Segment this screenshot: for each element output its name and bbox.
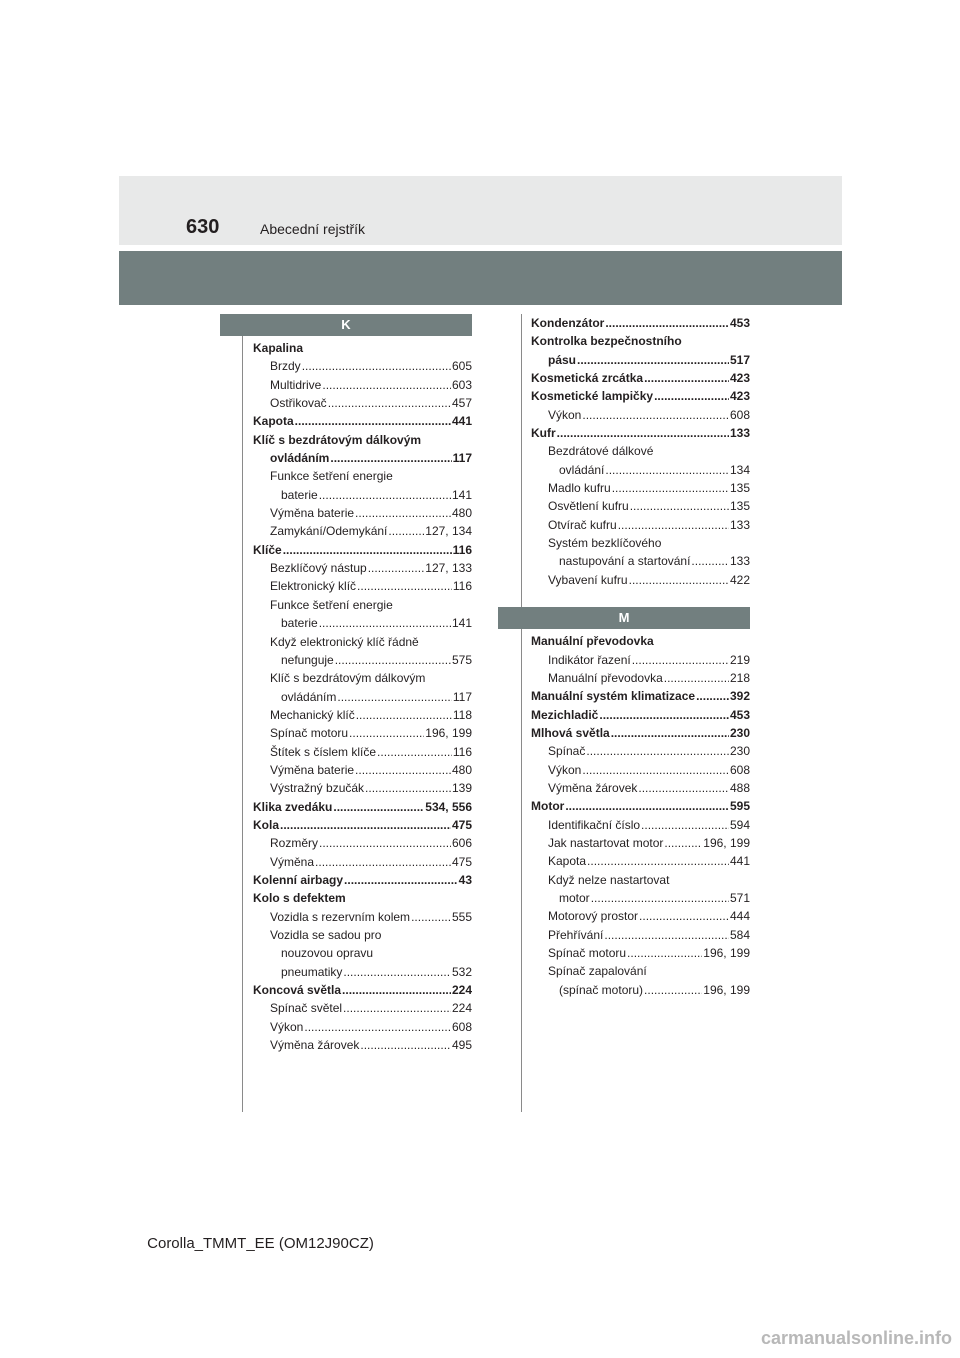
dot-leader [322, 376, 451, 394]
index-entry-page: 134 [729, 462, 750, 477]
index-entry-text: Elektronický klíč [270, 579, 357, 594]
index-entry-page: 423 [729, 371, 750, 386]
dot-leader [368, 559, 425, 577]
index-entry [253, 357, 472, 375]
index-entry [253, 633, 472, 651]
dot-leader [599, 706, 729, 724]
index-entry-page: 441 [451, 414, 472, 429]
index-entry [531, 889, 750, 907]
index-entry-text: Když nelze nastartovat [548, 872, 670, 887]
index-entry-text: Funkce šetření energie [270, 469, 393, 484]
index-entry [253, 412, 472, 430]
index-entry [531, 724, 750, 742]
index-entry-page: 127, 133 [425, 561, 472, 576]
index-entry-page: 584 [729, 927, 750, 942]
dot-leader [644, 369, 729, 387]
index-entry [253, 798, 472, 816]
index-entry-page: 605 [451, 359, 472, 374]
index-entry [253, 816, 472, 834]
index-entry [253, 504, 472, 522]
dot-leader [604, 926, 729, 944]
index-entry-text: Koncová světla [253, 983, 342, 998]
index-entry-text: Vozidla se sadou pro [270, 928, 382, 942]
index-entry-text: Kola [253, 817, 280, 832]
index-entry [253, 376, 472, 394]
index-entry [531, 797, 750, 815]
index-entry [531, 497, 750, 515]
index-entry-page: 196, 199 [703, 835, 750, 850]
page-number: 630 [186, 216, 220, 238]
index-entry-page: 571 [729, 890, 750, 905]
index-entry-page: 133 [729, 517, 750, 532]
index-entry-text: Kolenní airbagy [253, 872, 344, 887]
index-entry [253, 761, 472, 779]
index-entry-text: Identifikační číslo [548, 817, 641, 832]
index-entry-text: Bezklíčový nástup [270, 561, 367, 576]
index-entry [531, 871, 750, 889]
dot-leader [632, 651, 729, 669]
index-entry-text: Motorový prostor [548, 909, 639, 924]
index-entry-text: Spínač [548, 744, 586, 759]
dot-leader [630, 497, 729, 515]
index-entry-text: Bezdrátové dálkové [548, 444, 654, 459]
index-entry [531, 406, 750, 424]
dot-leader [319, 486, 451, 504]
index-entry-page: 608 [451, 1019, 472, 1034]
index-entry [253, 779, 472, 797]
dot-leader [357, 577, 452, 595]
index-entry [531, 632, 750, 650]
index-entry-text: baterie [281, 616, 318, 631]
dot-leader [388, 522, 424, 540]
index-entry-text: Madlo kufru [548, 481, 611, 496]
header-band [119, 176, 842, 245]
index-entry [253, 339, 472, 357]
dot-leader [577, 351, 729, 369]
index-entry-page: 441 [729, 854, 750, 869]
index-entry-text: Spínač zapalování [548, 964, 647, 979]
index-entry-page: 422 [729, 572, 750, 587]
index-entry-page: 453 [729, 316, 750, 330]
index-entry [253, 834, 472, 852]
index-entry [531, 944, 750, 962]
index-entry-page: 457 [451, 396, 472, 411]
index-entry-text: Kosmetické lampičky [531, 389, 654, 404]
dot-leader [315, 853, 451, 871]
index-entry-page: 517 [729, 352, 750, 367]
index-entry-text: motor [559, 890, 590, 905]
index-entry [253, 908, 472, 926]
index-entry-page: 196, 199 [703, 982, 750, 997]
index-entry-page: 603 [451, 377, 472, 392]
dot-leader [344, 871, 458, 889]
index-entry [531, 516, 750, 534]
dot-leader [691, 552, 729, 570]
index-entry-page: 606 [451, 836, 472, 851]
index-entry [253, 853, 472, 871]
index-entry-text: Multidrive [270, 377, 322, 392]
index-entry [253, 651, 472, 669]
index-entry-page: 595 [729, 799, 750, 814]
index-entry-text: Vozidla s rezervním kolem [270, 909, 411, 924]
index-entry [531, 442, 750, 460]
index-entry [253, 1018, 472, 1036]
index-entry-text: Kufr [531, 426, 556, 441]
index-entry-page: 133 [729, 426, 750, 441]
index-entry-text: Osvětlení kufru [548, 499, 629, 514]
index-entry-text: nastupování a startování [559, 554, 691, 569]
dot-leader [696, 687, 729, 705]
index-entry-text: Výměna baterie [270, 762, 355, 777]
index-entry [531, 534, 750, 552]
dot-leader [612, 479, 729, 497]
index-entry-text: pneumatiky [281, 964, 343, 979]
dot-leader [365, 779, 451, 797]
index-entry [253, 669, 472, 687]
index-entry-text: Výstražný bzučák [270, 781, 365, 796]
index-entry [253, 944, 472, 962]
dot-leader [654, 387, 729, 405]
dot-leader [664, 669, 729, 687]
index-entry-text: Když elektronický klíč řádně [270, 634, 419, 649]
index-entry-text: Klíče [253, 542, 282, 557]
index-entry [531, 314, 750, 332]
index-entry-page: 218 [729, 670, 750, 685]
index-entry-text: Výkon [548, 762, 582, 777]
index-entry-page: 135 [729, 481, 750, 496]
dot-leader [333, 798, 424, 816]
index-entry [531, 424, 750, 442]
dot-leader [355, 504, 451, 522]
index-entry [531, 687, 750, 705]
header-dark-band [119, 251, 842, 305]
dot-leader [664, 834, 702, 852]
dot-leader [319, 614, 451, 632]
dot-leader [638, 779, 729, 797]
section-header-k: K [220, 314, 472, 336]
index-entry [253, 577, 472, 595]
index-entry-page: 444 [729, 909, 750, 924]
index-entry [531, 461, 750, 479]
index-entry-text: Mlhová světla [531, 725, 610, 740]
index-entry-page: 392 [729, 689, 750, 704]
index-entry-page: 43 [458, 872, 472, 887]
index-entry [531, 387, 750, 405]
dot-leader [342, 981, 451, 999]
index-entry-page: 141 [451, 616, 472, 631]
index-entry-page: 117 [452, 689, 472, 704]
index-entry-text: nouzovou opravu [281, 946, 374, 961]
index-entry-text: Výměna [270, 854, 315, 869]
index-entry-page: 475 [451, 854, 472, 869]
index-entry [531, 761, 750, 779]
dot-leader [582, 761, 729, 779]
index-entry [531, 552, 750, 570]
dot-leader [644, 981, 702, 999]
dot-leader [335, 651, 451, 669]
index-entry-page: 230 [729, 725, 750, 740]
dot-leader [360, 1036, 451, 1054]
index-entry-text: pásu [548, 352, 577, 367]
index-entry-text: Klíč s bezdrátovým dálkovým [253, 432, 422, 447]
dot-leader [629, 571, 729, 589]
dot-leader [591, 889, 729, 907]
index-entry [253, 486, 472, 504]
index-entry [531, 816, 750, 834]
index-entry-page: 196, 199 [425, 726, 472, 741]
dot-leader [355, 761, 451, 779]
index-entry-text: Vybavení kufru [548, 572, 628, 587]
index-entry-text: Výměna baterie [270, 506, 355, 521]
index-entry-text: Jak nastartovat motor [548, 835, 664, 850]
index-entry-text: Manuální převodovka [531, 634, 654, 649]
index-entry-page: 230 [729, 744, 750, 759]
index-entry [531, 571, 750, 589]
dot-leader [280, 816, 451, 834]
index-entry-page: 608 [729, 762, 750, 777]
index-entry [253, 981, 472, 999]
dot-leader [295, 412, 451, 430]
index-entry [531, 926, 750, 944]
index-entry [253, 467, 472, 485]
index-entry-text: Rozměry [270, 836, 319, 851]
dot-leader [565, 797, 729, 815]
index-entry [253, 596, 472, 614]
index-column-right [498, 314, 750, 999]
index-entry-page: 423 [729, 389, 750, 404]
index-entry-text: Kapota [548, 854, 587, 869]
index-column-left [220, 314, 472, 1054]
index-entries-k-continued [498, 314, 750, 589]
index-entry-page: 480 [451, 762, 472, 777]
index-entry-text: Indikátor řazení [548, 652, 631, 667]
index-entry [531, 651, 750, 669]
index-entry [253, 743, 472, 761]
index-entry-text: Spínač motoru [548, 946, 627, 960]
index-entry-text: Zamykání/Odemykání [270, 524, 388, 539]
index-entry-text: (spínač motoru) [559, 982, 644, 997]
dot-leader [557, 424, 729, 442]
index-entry [531, 706, 750, 724]
index-entry-text: Brzdy [270, 359, 301, 374]
dot-leader [304, 1018, 451, 1036]
index-entry-page: 141 [451, 487, 472, 502]
index-entries-k [220, 339, 472, 1054]
dot-leader [319, 834, 451, 852]
dot-leader [587, 852, 729, 870]
index-entry-page: 495 [451, 1038, 472, 1053]
index-entry [531, 779, 750, 797]
index-entries-m [498, 632, 750, 999]
index-entry-text: Mezichladič [531, 707, 599, 722]
dot-leader [411, 908, 451, 926]
index-entry-text: Kapota [253, 414, 294, 429]
index-entry [253, 724, 472, 742]
index-entry-page: 127, 134 [425, 524, 472, 539]
index-entry-text: ovládání [559, 462, 605, 477]
page-title: Abecední rejstřík [260, 221, 366, 237]
index-entry-text: Kondenzátor [531, 316, 605, 330]
index-entry-text: Přehřívání [548, 927, 604, 942]
index-entry-text: Spínač světel [270, 1001, 343, 1016]
index-entry [253, 999, 472, 1017]
dot-leader [605, 461, 729, 479]
index-entry [531, 669, 750, 687]
index-entry [531, 479, 750, 497]
dot-leader [586, 742, 729, 760]
index-entry [253, 431, 472, 449]
index-entry [253, 614, 472, 632]
dot-leader [641, 816, 729, 834]
index-entry [253, 963, 472, 981]
dot-leader [639, 907, 729, 925]
index-entry-page: 135 [729, 499, 750, 514]
index-entry-page: 453 [729, 707, 750, 722]
index-entry [253, 889, 472, 907]
index-entry-text: Kosmetická zrcátka [531, 371, 644, 386]
dot-leader [343, 963, 451, 981]
index-entry [253, 541, 472, 559]
index-entry [531, 834, 750, 852]
index-entry [531, 332, 750, 350]
dot-leader [343, 999, 451, 1017]
index-entry-text: Kontrolka bezpečnostního [531, 334, 682, 349]
watermark: carmanualsonline.info [760, 1328, 952, 1348]
index-entry-text: Mechanický klíč [270, 707, 355, 722]
index-entry [531, 907, 750, 925]
dot-leader [349, 724, 424, 742]
index-entry-text: Otvírač kufru [548, 517, 617, 532]
dot-leader [356, 706, 452, 724]
section-header-m: M [498, 607, 750, 629]
index-entry-text: Manuální systém klimatizace [531, 689, 696, 704]
index-entry [531, 852, 750, 870]
index-entry-page: 116 [452, 744, 472, 759]
index-entry-page: 475 [451, 817, 472, 832]
index-entry-page: 575 [451, 652, 472, 667]
dot-leader [582, 406, 729, 424]
index-entry-page: 224 [451, 983, 472, 998]
index-entry-text: Výměna žárovek [270, 1038, 360, 1053]
index-entry-page: 116 [452, 542, 472, 557]
index-entry-text: Výměna žárovek [548, 780, 638, 795]
index-entry [531, 369, 750, 387]
index-entry-page: 480 [451, 506, 472, 521]
index-entry [253, 706, 472, 724]
dot-leader [611, 724, 729, 742]
index-entry-page: 594 [729, 817, 750, 832]
index-entry-page: 555 [451, 909, 472, 924]
index-entry-page: 196, 199 [703, 946, 750, 960]
index-entry-text: Výkon [548, 407, 582, 422]
index-entry [253, 688, 472, 706]
index-entry-text: Kapalina [253, 341, 304, 355]
index-entry-page: 219 [729, 652, 750, 667]
dot-leader [377, 743, 452, 761]
index-entry-page: 118 [452, 707, 472, 722]
index-entry [253, 871, 472, 889]
dot-leader [283, 541, 452, 559]
index-entry-page: 532 [451, 964, 472, 979]
index-entry [531, 742, 750, 760]
index-entry-page: 117 [452, 451, 472, 466]
document-footer: Corolla_TMMT_EE (OM12J90CZ) [147, 1235, 374, 1252]
index-entry-text: ovládáním [281, 689, 337, 704]
dot-leader [328, 394, 451, 412]
index-entry [253, 449, 472, 467]
index-entry [253, 559, 472, 577]
index-entry-text: Ostřikovač [270, 396, 327, 411]
index-entry-page: 488 [729, 780, 750, 795]
index-entry-page: 534, 556 [425, 799, 472, 814]
index-entry-page: 224 [451, 1001, 472, 1016]
index-entry-text: Spínač motoru [270, 726, 349, 741]
index-entry [253, 522, 472, 540]
index-entry-text: Kolo s defektem [253, 891, 346, 906]
index-entry [531, 981, 750, 999]
index-entry-page: 139 [451, 781, 472, 796]
index-entry-text: baterie [281, 487, 318, 502]
index-entry-page: 116 [452, 579, 472, 594]
index-entry [253, 394, 472, 412]
dot-leader [330, 449, 451, 467]
index-entry-text: Klíč s bezdrátovým dálkovým [270, 671, 426, 686]
index-entry-text: nefunguje [281, 652, 334, 667]
index-entry-page: 608 [729, 407, 750, 422]
index-entry-page: 133 [729, 554, 750, 569]
index-entry-text: Systém bezklíčového [548, 536, 662, 551]
index-entry-text: Klika zvedáku [253, 799, 333, 814]
index-entry [531, 962, 750, 980]
dot-leader [337, 688, 451, 706]
dot-leader [627, 944, 702, 962]
index-entry [253, 926, 472, 944]
dot-leader [605, 314, 729, 332]
index-entry [531, 351, 750, 369]
index-entry-text: Výkon [270, 1019, 304, 1034]
index-entry-text: Štítek s číslem klíče [270, 744, 377, 759]
index-entry [253, 1036, 472, 1054]
dot-leader [302, 357, 451, 375]
index-entry-text: ovládáním [270, 451, 330, 466]
index-entry-text: Manuální převodovka [548, 670, 663, 685]
index-entry-text: Funkce šetření energie [270, 597, 393, 612]
index-entry-text: Motor [531, 799, 565, 814]
dot-leader [618, 516, 729, 534]
